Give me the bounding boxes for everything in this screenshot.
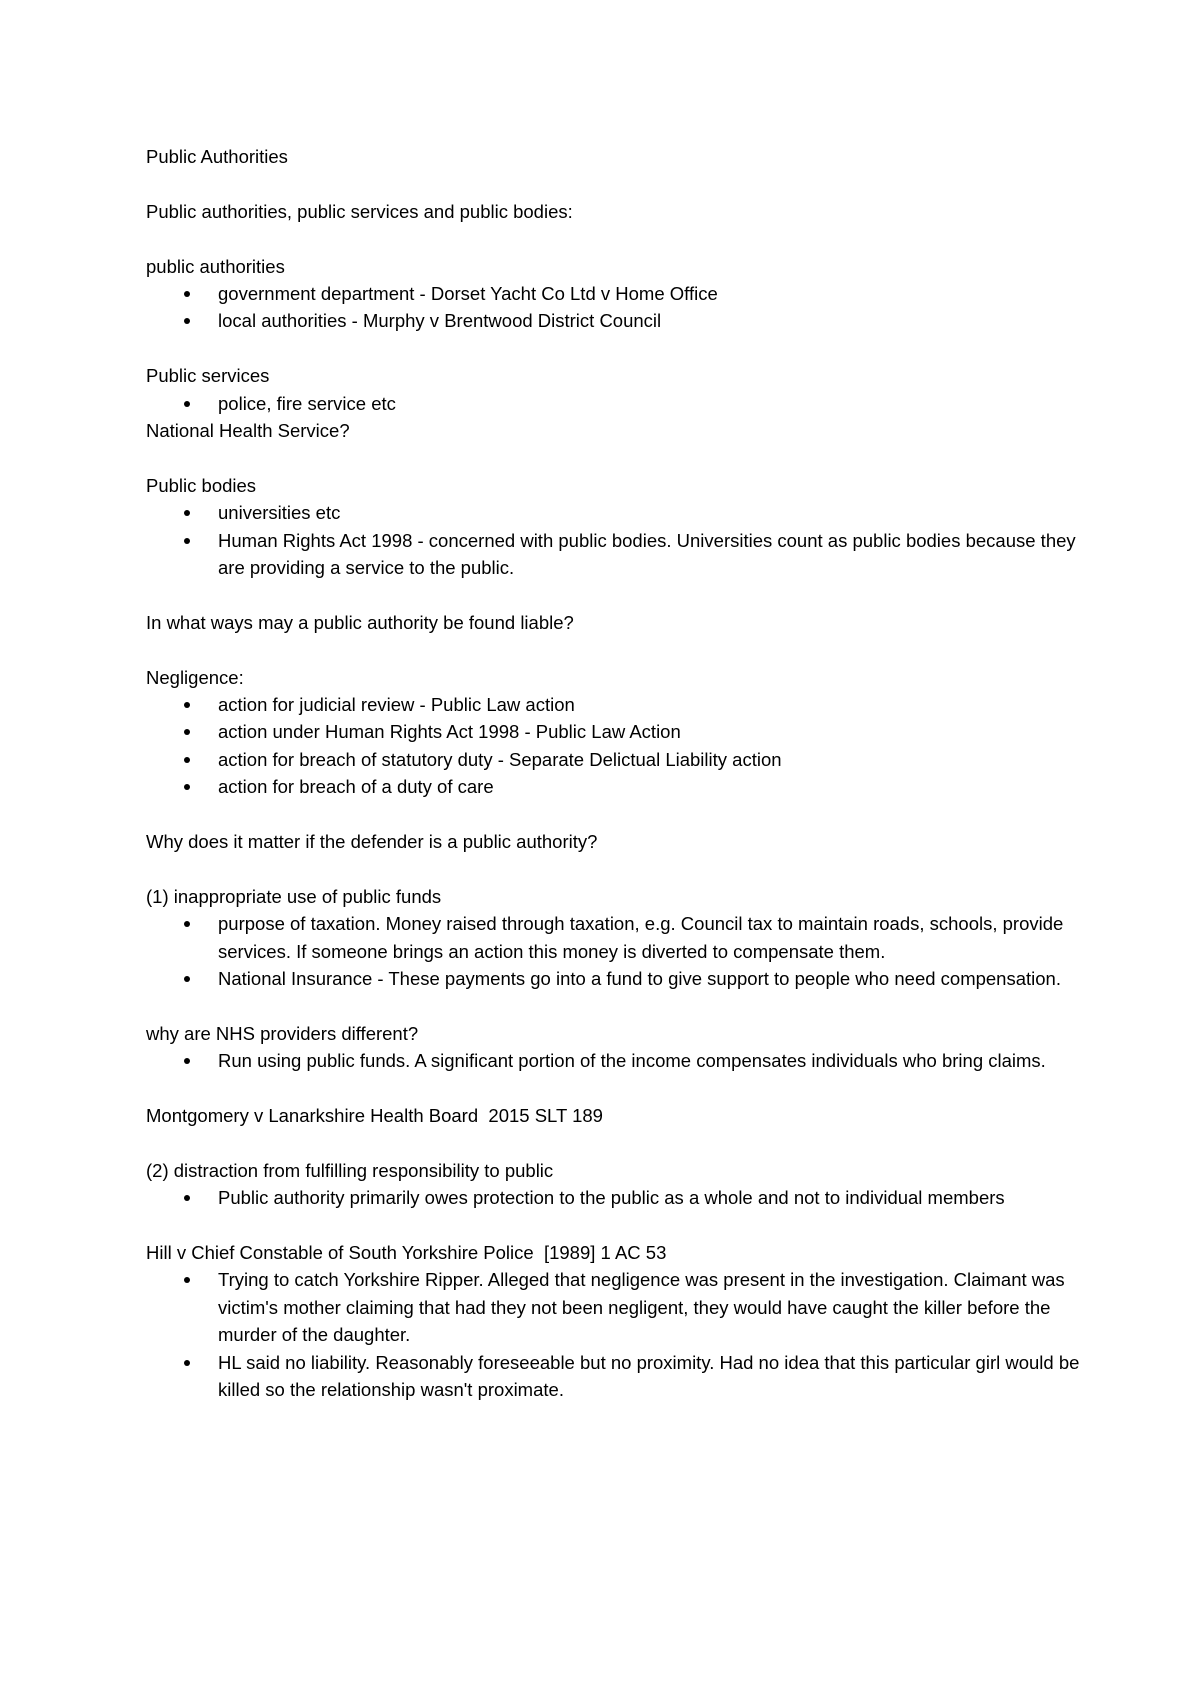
bullet-icon xyxy=(184,538,190,544)
list-item-text: action for judicial review - Public Law action xyxy=(218,694,575,716)
list-item xyxy=(146,691,1086,718)
blank-line xyxy=(146,225,1086,252)
bullet-list xyxy=(146,390,1086,417)
bullet-icon xyxy=(184,1058,190,1064)
bullet-icon xyxy=(184,1195,190,1201)
bullet-list xyxy=(146,1266,1086,1403)
paragraph: (1) inappropriate use of public funds xyxy=(146,885,442,907)
list-item-text: action for breach of a duty of care xyxy=(218,776,494,798)
blank-line xyxy=(146,855,1086,882)
paragraph: why are NHS providers different? xyxy=(146,1022,419,1044)
list-item-text: universities etc xyxy=(218,502,341,524)
bullet-icon xyxy=(184,729,190,735)
bullet-list xyxy=(146,691,1086,801)
paragraph: public authorities xyxy=(146,255,285,277)
blank-line xyxy=(146,335,1086,362)
bullet-icon xyxy=(184,1360,190,1366)
paragraph: Montgomery v Lanarkshire Health Board 2015 SLT 189 xyxy=(146,1105,603,1127)
list-item-text: action under Human Rights Act 1998 - Public Law Action xyxy=(218,721,681,743)
list-item xyxy=(146,390,1086,417)
bullet-icon xyxy=(184,921,190,927)
blank-line xyxy=(146,801,1086,828)
paragraph: Why does it matter if the defender is a public authority? xyxy=(146,831,598,853)
list-item xyxy=(146,746,1086,773)
list-item xyxy=(146,280,1086,307)
list-item xyxy=(146,307,1086,334)
bullet-icon xyxy=(184,702,190,708)
list-item-text: government department - Dorset Yacht Co Ltd v Home Office xyxy=(218,283,718,304)
list-item-text: HL said no liability. Reasonably foreseeable but no proximity. Had no idea that this particular girl would be killed so the relationship wasn't proximate. xyxy=(218,1351,1080,1401)
bullet-icon xyxy=(184,1277,190,1283)
bullet-list xyxy=(146,280,1086,335)
paragraph: (2) distraction from fulfilling responsibility to public xyxy=(146,1159,554,1181)
list-item xyxy=(146,1184,1086,1211)
paragraph: Public authorities, public services and public bodies: xyxy=(146,200,573,222)
list-item-text: action for breach of statutory duty - Separate Delictual Liability action xyxy=(218,748,782,770)
list-item xyxy=(146,718,1086,745)
blank-line xyxy=(146,444,1086,471)
blank-line xyxy=(146,581,1086,608)
list-item-text: National Insurance - These payments go into a fund to give support to people who need compensation. xyxy=(218,968,1061,990)
list-item xyxy=(146,965,1086,992)
bullet-icon xyxy=(184,291,190,297)
blank-line xyxy=(146,1212,1086,1239)
blank-line xyxy=(146,992,1086,1019)
blank-line xyxy=(146,1129,1086,1156)
paragraph: National Health Service? xyxy=(146,420,350,442)
list-item xyxy=(146,527,1086,582)
bullet-icon xyxy=(184,784,190,790)
bullet-list xyxy=(146,499,1086,581)
bullet-icon xyxy=(184,510,190,516)
paragraph: Negligence: xyxy=(146,666,244,688)
list-item-text: Run using public funds. A significant portion of the income compensates individuals who bring claims. xyxy=(218,1050,1046,1072)
paragraph: Hill v Chief Constable of South Yorkshire Police [1989] 1 AC 53 xyxy=(146,1242,667,1264)
bullet-icon xyxy=(184,757,190,763)
bullet-icon xyxy=(184,318,190,324)
list-item xyxy=(146,499,1086,526)
bullet-list xyxy=(146,1047,1086,1074)
list-item xyxy=(146,910,1086,965)
paragraph: Public services xyxy=(146,365,270,387)
list-item-text: purpose of taxation. Money raised through taxation, e.g. Council tax to maintain roads, schools, provide services. If someone brings an action this money is diverted to compensate them. xyxy=(218,913,1064,962)
list-item-text: Public authority primarily owes protection to the public as a whole and not to individual members xyxy=(218,1187,1005,1209)
list-item-text: Human Rights Act 1998 - concerned with public bodies. Universities count as public bodies because they are providing a service to the public. xyxy=(218,529,1076,579)
bullet-icon xyxy=(184,976,190,982)
document-body xyxy=(146,143,1086,1404)
bullet-list xyxy=(146,1184,1086,1211)
list-item xyxy=(146,1047,1086,1074)
list-item-text: police, fire service etc xyxy=(218,392,396,414)
list-item-text: Trying to catch Yorkshire Ripper. Alleged that negligence was present in the investigation. Claimant was victim's mother claiming that had they not been negligent, they would have caught the killer before the murder of the daughter. xyxy=(218,1269,1065,1346)
list-item-text: local authorities - Murphy v Brentwood District Council xyxy=(218,310,662,332)
list-item xyxy=(146,1266,1086,1348)
bullet-list xyxy=(146,910,1086,992)
blank-line xyxy=(146,636,1086,663)
paragraph: In what ways may a public authority be found liable? xyxy=(146,611,574,633)
paragraph: Public bodies xyxy=(146,474,257,496)
bullet-icon xyxy=(184,401,190,407)
blank-line xyxy=(146,1075,1086,1102)
list-item xyxy=(146,1349,1086,1404)
list-item xyxy=(146,773,1086,800)
blank-line xyxy=(146,170,1086,197)
paragraph: Public Authorities xyxy=(146,146,288,167)
